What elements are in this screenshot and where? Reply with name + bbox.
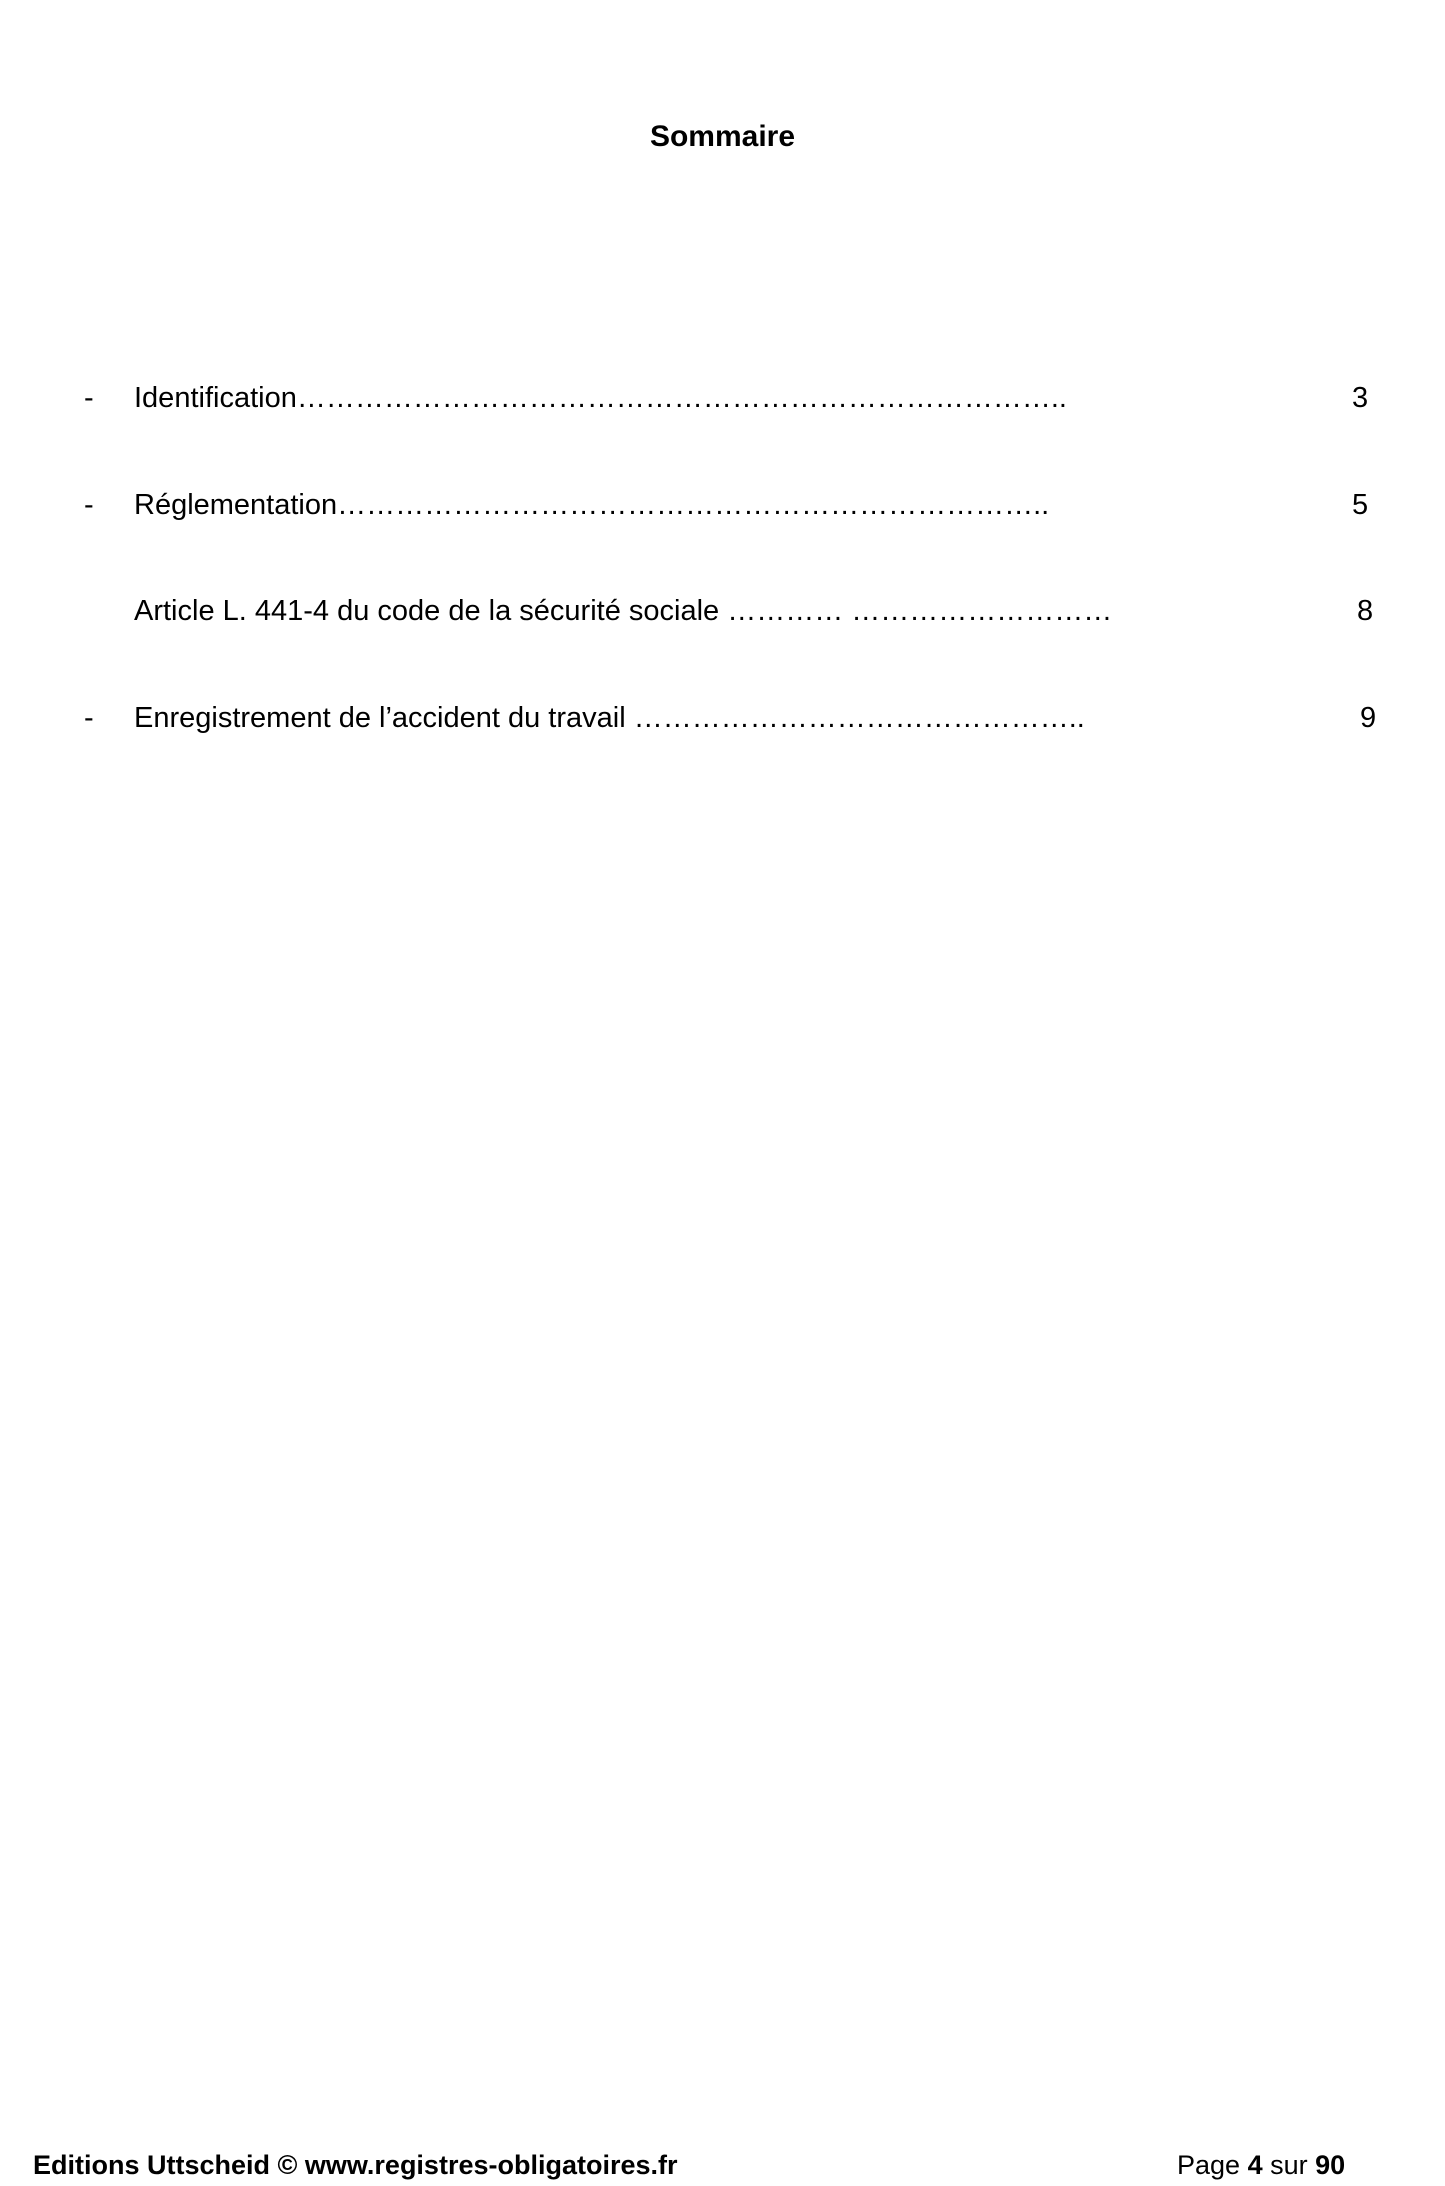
toc-entry-article [0, 589, 1445, 633]
footer-page-separator: sur [1262, 2150, 1316, 2180]
toc-entry-text: Enregistrement de l’accident du travail ……………………………………….. [134, 702, 1085, 734]
toc-entry-text: Réglementation……………………………………………………………….. [134, 489, 1050, 521]
toc-page-number: 5 [1352, 489, 1369, 521]
toc-entry-identification [0, 376, 1445, 420]
footer-page-counter [1177, 2150, 1345, 2181]
toc-page-number: 8 [1357, 595, 1374, 627]
footer-page-current: 4 [1247, 2150, 1263, 2180]
toc-entry-reglementation [0, 483, 1445, 527]
footer-page-prefix: Page [1177, 2150, 1248, 2180]
toc-bullet: - [84, 489, 94, 521]
toc-bullet: - [84, 702, 94, 734]
toc-page-number: 9 [1360, 702, 1377, 734]
toc-entry-text: Article L. 441-4 du code de la sécurité sociale ………… ……………………… [134, 595, 1113, 627]
toc-entry-text: Identification…………………………………………………………………….. [134, 382, 1067, 414]
toc-bullet: - [84, 382, 94, 414]
footer-publisher: Editions Uttscheid © www.registres-obligatoires.fr [33, 2150, 678, 2180]
page-title: Sommaire [649, 120, 796, 153]
toc-page-number: 3 [1352, 382, 1369, 414]
toc-entry-enregistrement [0, 696, 1445, 740]
footer-page-total: 90 [1315, 2150, 1346, 2180]
